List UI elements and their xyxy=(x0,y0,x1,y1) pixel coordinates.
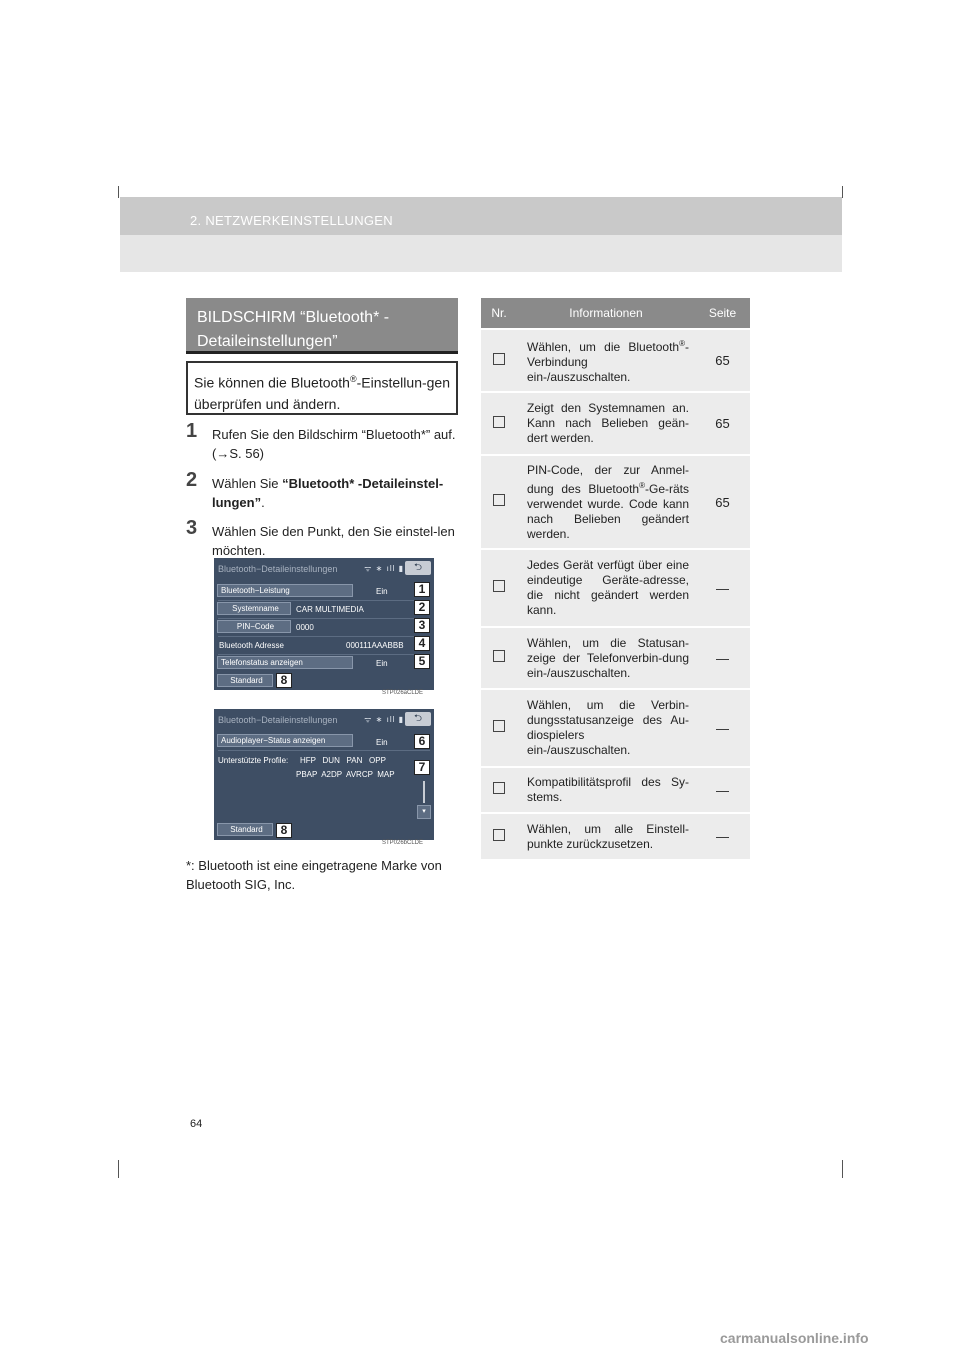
bluetooth-address-value: 000111AAABBB xyxy=(346,641,404,650)
row-number-box xyxy=(481,689,517,767)
crop-mark-bl xyxy=(118,1160,119,1178)
row-number-box xyxy=(481,455,517,549)
screen-title: Bluetooth−Detaileinstellungen xyxy=(218,715,338,725)
row-number-box xyxy=(481,813,517,859)
table-row xyxy=(481,767,750,813)
number-square-icon xyxy=(493,650,505,662)
step-number: 2 xyxy=(186,469,198,491)
info-text-pre: Wählen, um die Bluetooth xyxy=(527,340,680,354)
row-info: Wählen, um die Statusan-zeige der Telefonverbin-dung ein-/auszuschalten. xyxy=(517,627,695,689)
step-text xyxy=(186,474,462,512)
row-divider xyxy=(218,654,430,655)
scroll-down-button[interactable]: ▾ xyxy=(417,805,431,819)
number-square-icon xyxy=(493,580,505,592)
callout-badge-5: 5 xyxy=(414,654,430,669)
phone-status-button[interactable]: Telefonstatus anzeigen xyxy=(217,656,353,669)
phone-status-value: Ein xyxy=(376,659,388,668)
table-row xyxy=(481,329,750,392)
crop-mark-tl xyxy=(118,186,119,198)
row-page: — xyxy=(695,549,750,627)
callout-badge-3: 3 xyxy=(414,618,430,633)
row-info xyxy=(517,329,695,392)
registered-mark: ® xyxy=(349,374,357,384)
step-2 xyxy=(186,469,462,512)
number-square-icon xyxy=(493,829,505,841)
step-1 xyxy=(186,420,462,463)
row-divider xyxy=(218,750,430,751)
table-row xyxy=(481,392,750,455)
info-table xyxy=(481,298,750,859)
crop-mark-tr xyxy=(842,186,843,198)
callout-badge-8: 8 xyxy=(276,673,292,688)
step-text-post: . xyxy=(261,495,265,510)
callout-badge-7: 7 xyxy=(414,760,430,775)
standard-button[interactable]: Standard xyxy=(217,674,273,687)
row-page: — xyxy=(695,689,750,767)
row-page: — xyxy=(695,813,750,859)
step-text: Rufen Sie den Bildschirm “Bluetooth*” auf. (→S. 56) xyxy=(212,427,456,461)
step-text-bold: “Bluetooth* -Detaileinstel-lungen” xyxy=(212,476,444,510)
callout-badge-8: 8 xyxy=(276,823,292,838)
registered-mark: ® xyxy=(679,339,685,348)
screen-detail-settings-2 xyxy=(214,709,434,840)
row-number-box xyxy=(481,329,517,392)
number-square-icon xyxy=(493,494,505,506)
status-icons: ᯤ ∗ ıll ▮ xyxy=(364,564,404,573)
row-page: — xyxy=(695,767,750,813)
crop-mark-br xyxy=(842,1160,843,1178)
row-number-box xyxy=(481,549,517,627)
audioplayer-status-button[interactable]: Audioplayer−Status anzeigen xyxy=(217,734,353,747)
row-info xyxy=(517,455,695,549)
screen-caption: STP026bCLDE xyxy=(382,840,424,846)
header-nr: Nr. xyxy=(481,298,517,329)
callout-badge-1: 1 xyxy=(414,582,430,597)
row-info: Jedes Gerät verfügt über eine eindeutige Geräte-adresse, die nicht geändert werden kann. xyxy=(517,549,695,627)
scrollbar[interactable] xyxy=(423,781,425,803)
profiles-line-2: PBAP A2DP AVRCP MAP xyxy=(296,770,395,779)
info-text-post: -Ge-räts verwendet wurde. Code kann nach Belieben geändert werden. xyxy=(527,481,689,541)
row-page: — xyxy=(695,627,750,689)
supported-profiles-label: Unterstützte Profile: xyxy=(218,756,289,765)
bluetooth-power-button[interactable]: Bluetooth−Leistung xyxy=(217,584,353,597)
screen-title: Bluetooth−Detaileinstellungen xyxy=(218,564,338,574)
pin-code-value: 0000 xyxy=(296,623,314,632)
number-square-icon xyxy=(493,782,505,794)
callout-badge-4: 4 xyxy=(414,636,430,651)
table-row xyxy=(481,813,750,859)
system-name-value: CAR MULTIMEDIA xyxy=(296,605,364,614)
row-page: 65 xyxy=(695,455,750,549)
back-button[interactable]: ⮌ xyxy=(405,712,431,726)
row-info: Wählen, um alle Einstell-punkte zurückzusetzen. xyxy=(517,813,695,859)
table-row xyxy=(481,689,750,767)
standard-button[interactable]: Standard xyxy=(217,823,273,836)
page-number: 64 xyxy=(190,1118,203,1130)
number-square-icon xyxy=(493,720,505,732)
row-page: 65 xyxy=(695,392,750,455)
step-text-pre: Wählen Sie xyxy=(212,476,283,491)
table-header-row xyxy=(481,298,750,329)
row-number-box xyxy=(481,767,517,813)
bluetooth-address-label: Bluetooth Adresse xyxy=(219,641,284,650)
intro-text-post: -Einstellun-gen überprüfen und ändern. xyxy=(194,374,450,412)
number-square-icon xyxy=(493,416,505,428)
profiles-line-1: HFP DUN PAN OPP xyxy=(300,756,386,765)
bluetooth-power-value: Ein xyxy=(376,587,388,596)
screen-caption: STP026aCLDE xyxy=(382,690,424,696)
table-row xyxy=(481,549,750,627)
table-row xyxy=(481,627,750,689)
row-info: Kompatibilitätsprofil des Sy-stems. xyxy=(517,767,695,813)
intro-box xyxy=(186,361,458,415)
row-info: Wählen, um die Verbin-dungsstatusanzeige des Au-diospielers ein-/auszuschalten. xyxy=(517,689,695,767)
step-text: Wählen Sie den Punkt, den Sie einstel-len möchten. xyxy=(212,524,455,558)
row-info: Zeigt den Systemnamen an. Kann nach Belieben geän-dert werden. xyxy=(517,392,695,455)
row-number-box xyxy=(481,392,517,455)
row-divider xyxy=(218,600,430,601)
step-number: 1 xyxy=(186,420,198,442)
row-page: 65 xyxy=(695,329,750,392)
audioplayer-status-value: Ein xyxy=(376,738,388,747)
row-divider xyxy=(218,618,430,619)
info-text-pre: PIN-Code, der zur Anmel-dung des Bluetooth xyxy=(527,462,689,496)
callout-badge-6: 6 xyxy=(414,734,430,749)
header-informationen: Informationen xyxy=(517,298,695,329)
footnote: *: Bluetooth ist eine eingetragene Marke von Bluetooth SIG, Inc. xyxy=(186,858,442,892)
chapter-title: 2. NETZWERKEINSTELLUNGEN xyxy=(190,213,393,228)
callout-badge-2: 2 xyxy=(414,600,430,615)
header-subband xyxy=(120,235,842,272)
step-number: 3 xyxy=(186,517,198,539)
number-square-icon xyxy=(493,353,505,365)
table-row xyxy=(481,455,750,549)
row-number-box xyxy=(481,627,517,689)
intro-text-pre: Sie können die Bluetooth xyxy=(194,374,350,391)
watermark: carmanualsonline.info xyxy=(720,1330,869,1346)
info-text-post: -Verbindung ein-/auszuschalten. xyxy=(527,340,689,384)
pin-code-button[interactable]: PIN−Code xyxy=(217,620,291,633)
step-3 xyxy=(186,517,462,560)
header-seite: Seite xyxy=(695,298,750,329)
back-button[interactable]: ⮌ xyxy=(405,561,431,575)
screen-detail-settings-1 xyxy=(214,558,434,690)
status-icons: ᯤ ∗ ıll ▮ xyxy=(364,715,404,724)
row-divider xyxy=(218,636,430,637)
registered-mark: ® xyxy=(639,480,645,490)
system-name-button[interactable]: Systemname xyxy=(217,602,291,615)
section-title: BILDSCHIRM “Bluetooth* - Detaileinstellungen” xyxy=(197,309,390,350)
